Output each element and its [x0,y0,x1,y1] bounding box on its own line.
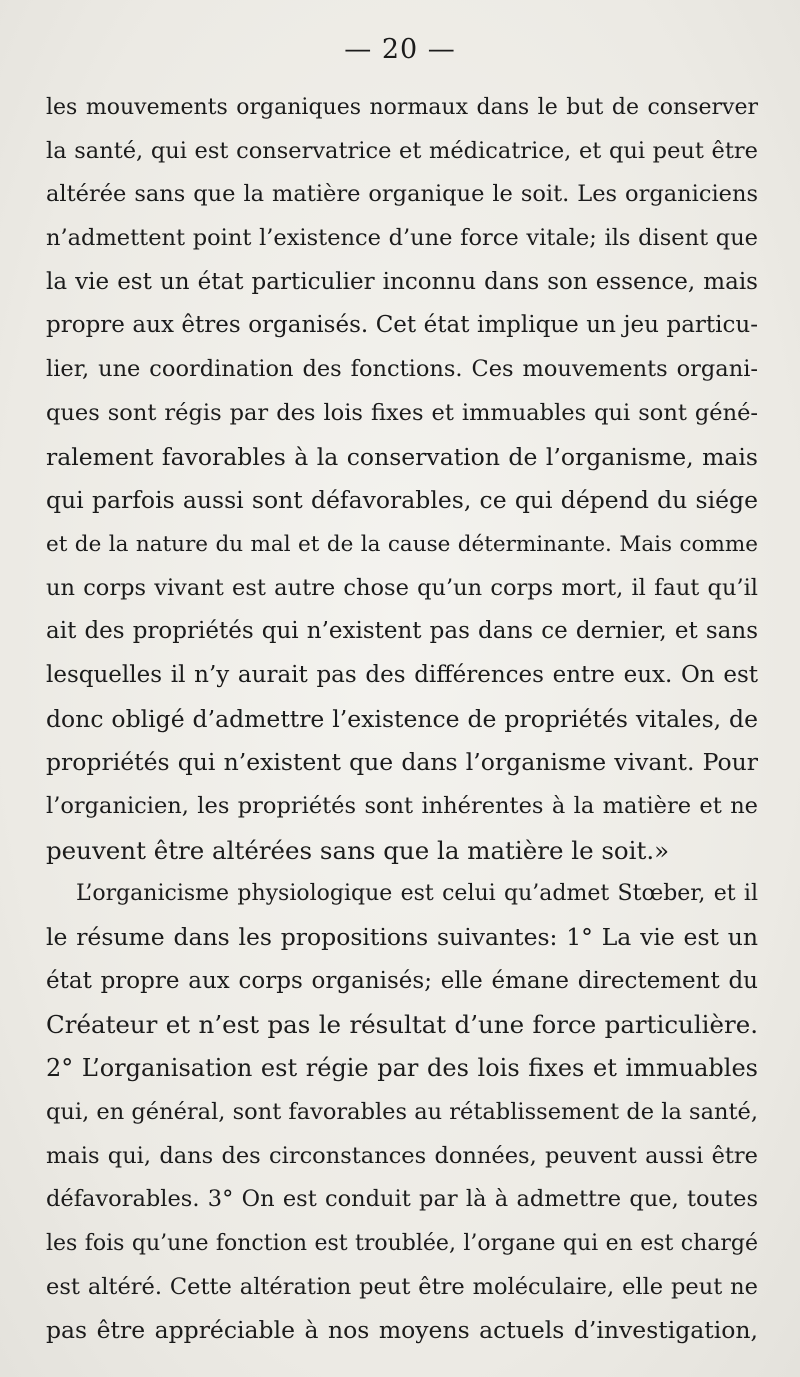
text-line: la santé, qui est conservatrice et médicatrice, et qui peut être [46,137,758,164]
text-line: lier, une coordination des fonctions. Ces mouvements organi- [46,356,758,383]
text-line: ait des propriétés qui n’existent pas dans ce dernier, et sans [46,618,758,645]
text-line: n’admettent point l’existence d’une force vitale; ils disent que [46,225,758,252]
text-line: et de la nature du mal et de la cause déterminante. Mais comme [46,531,758,557]
text-line: les mouvements organiques normaux dans le but de conserver [46,95,758,120]
paragraph-start-line: L’organicisme physiologique est celui qu’admet Stœber, et il [76,881,758,907]
text-line: mais qui, dans des circonstances données, peuvent aussi être [46,1142,758,1169]
text-line: 2° L’organisation est régie par des lois fixes et immuables [46,1054,758,1083]
text-line: qui, en général, sont favorables au rétablissement de la santé, [46,1098,758,1125]
body-text [46,86,758,1353]
page-number: — 20 — [344,34,456,65]
text-line: la vie est un état particulier inconnu dans son essence, mais [46,268,758,295]
text-line: état propre aux corps organisés; elle émane directement du [46,967,758,994]
text-line: Créateur et n’est pas le résultat d’une force particulière. [46,1010,758,1040]
text-line: propriétés qui n’existent que dans l’organisme vivant. Pour [46,748,758,777]
text-line: pas être appréciable à nos moyens actuels d’investigation, [46,1316,758,1345]
text-line: donc obligé d’admettre l’existence de propriétés vitales, de [46,704,758,733]
text-line: propre aux êtres organisés. Cet état implique un jeu particu- [46,312,758,339]
text-line: défavorables. 3° On est conduit par là à admettre que, toutes [46,1186,758,1213]
text-line: ralement favorables à la conservation de l’organisme, mais [46,442,758,471]
text-line: altérée sans que la matière organique le soit. Les organiciens [46,181,758,208]
text-line: les fois qu’une fonction est troublée, l’organe qui en est chargé [46,1230,758,1256]
text-line: lesquelles il n’y aurait pas des différences entre eux. On est [46,661,758,688]
text-line: est altéré. Cette altération peut être moléculaire, elle peut ne [46,1273,758,1300]
text-line: qui parfois aussi sont défavorables, ce qui dépend du siége [46,486,758,515]
text-line: ques sont régis par des lois fixes et immuables qui sont géné- [46,399,758,426]
text-line: l’organicien, les propriétés sont inhérentes à la matière et ne [46,793,758,819]
text-line: le résume dans les propositions suivantes: 1° La vie est un [46,923,758,952]
text-line: un corps vivant est autre chose qu’un corps mort, il faut qu’il [46,574,758,601]
paragraph-end-line: peuvent être altérées sans que la matière le soit.» [46,835,670,865]
